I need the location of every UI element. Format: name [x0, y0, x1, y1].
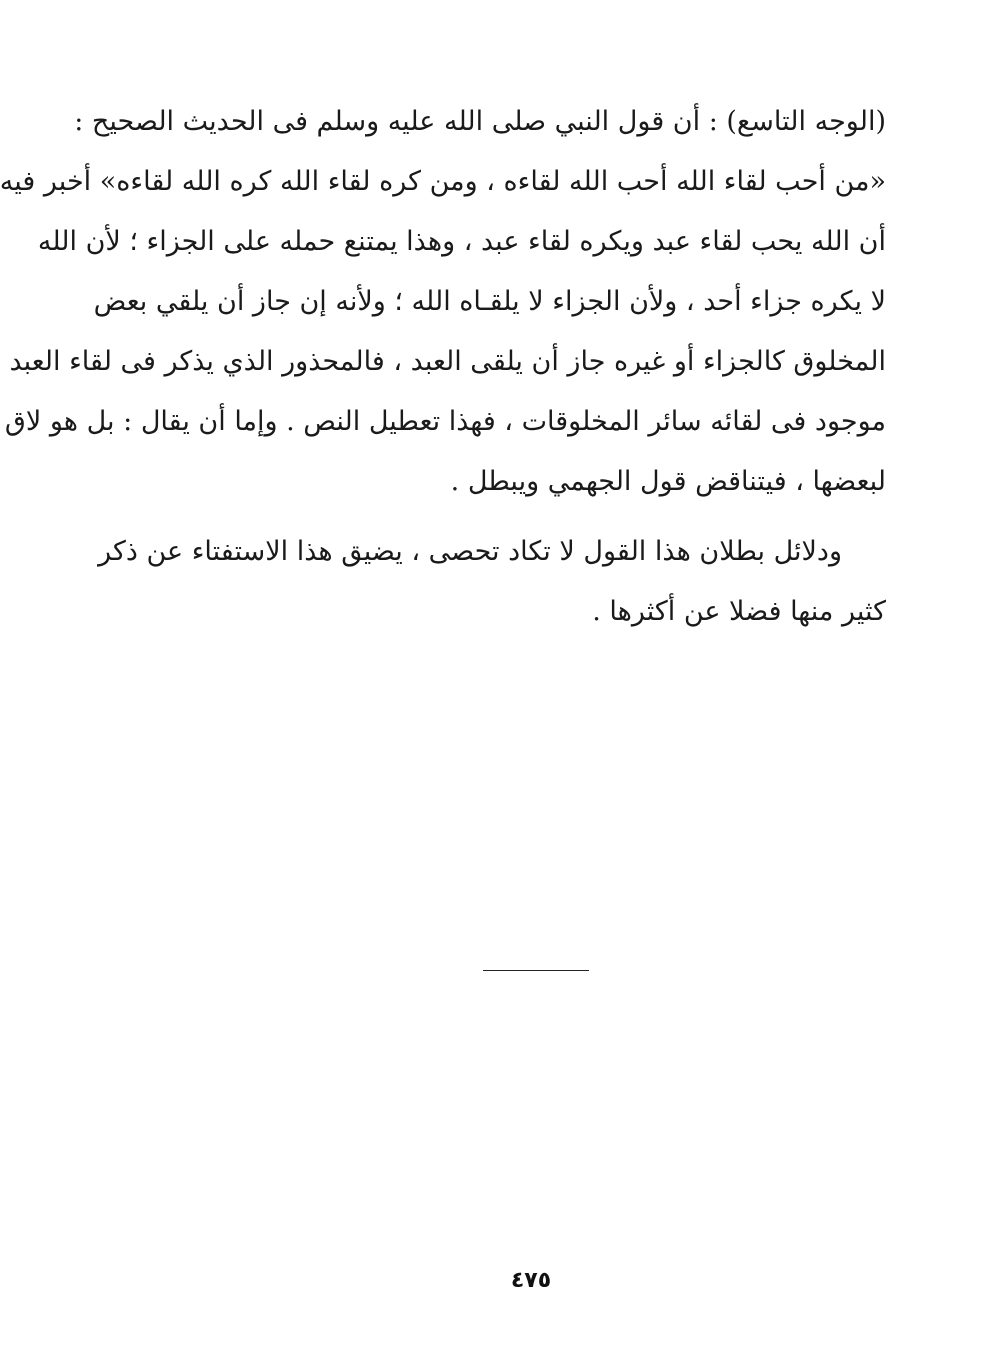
text-line: كثير منها فضلا عن أكثرها .	[592, 596, 886, 627]
page-number: ٤٧٥	[510, 1268, 552, 1293]
text-line: لبعضها ، فيتناقض قول الجهمي ويبطل .	[450, 466, 886, 497]
text-line: «من أحب لقاء الله أحب الله لقاءه ، ومن كره لقاء الله كره الله لقاءه» أخبر فيه	[0, 166, 886, 197]
paragraph-ninth-aspect	[0, 92, 886, 512]
text-line: موجود فى لقائه سائر المخلوقات ، فهذا تعطيل النص . وإما أن يقال : بل هو لاق	[4, 406, 886, 437]
text-line: أن الله يحب لقاء عبد ويكره لقاء عبد ، وهذا يمتنع حمله على الجزاء ؛ لأن الله	[37, 226, 886, 257]
text-line: لا يكره جزاء أحد ، ولأن الجزاء لا يلقـاه الله ؛ ولأنه إن جاز أن يلقي بعض	[93, 286, 886, 317]
text-line: (الوجه التاسع) : أن قول النبي صلى الله عليه وسلم فى الحديث الصحيح :	[74, 106, 886, 137]
text-line: ودلائل بطلان هذا القول لا تكاد تحصى ، يضيق هذا الاستفتاء عن ذكر	[98, 536, 842, 567]
section-separator-rule	[483, 970, 589, 971]
paragraph-conclusion	[98, 522, 886, 642]
text-line: المخلوق كالجزاء أو غيره جاز أن يلقى العبد ، فالمحذور الذي يذكر فى لقاء العبد	[9, 346, 886, 377]
